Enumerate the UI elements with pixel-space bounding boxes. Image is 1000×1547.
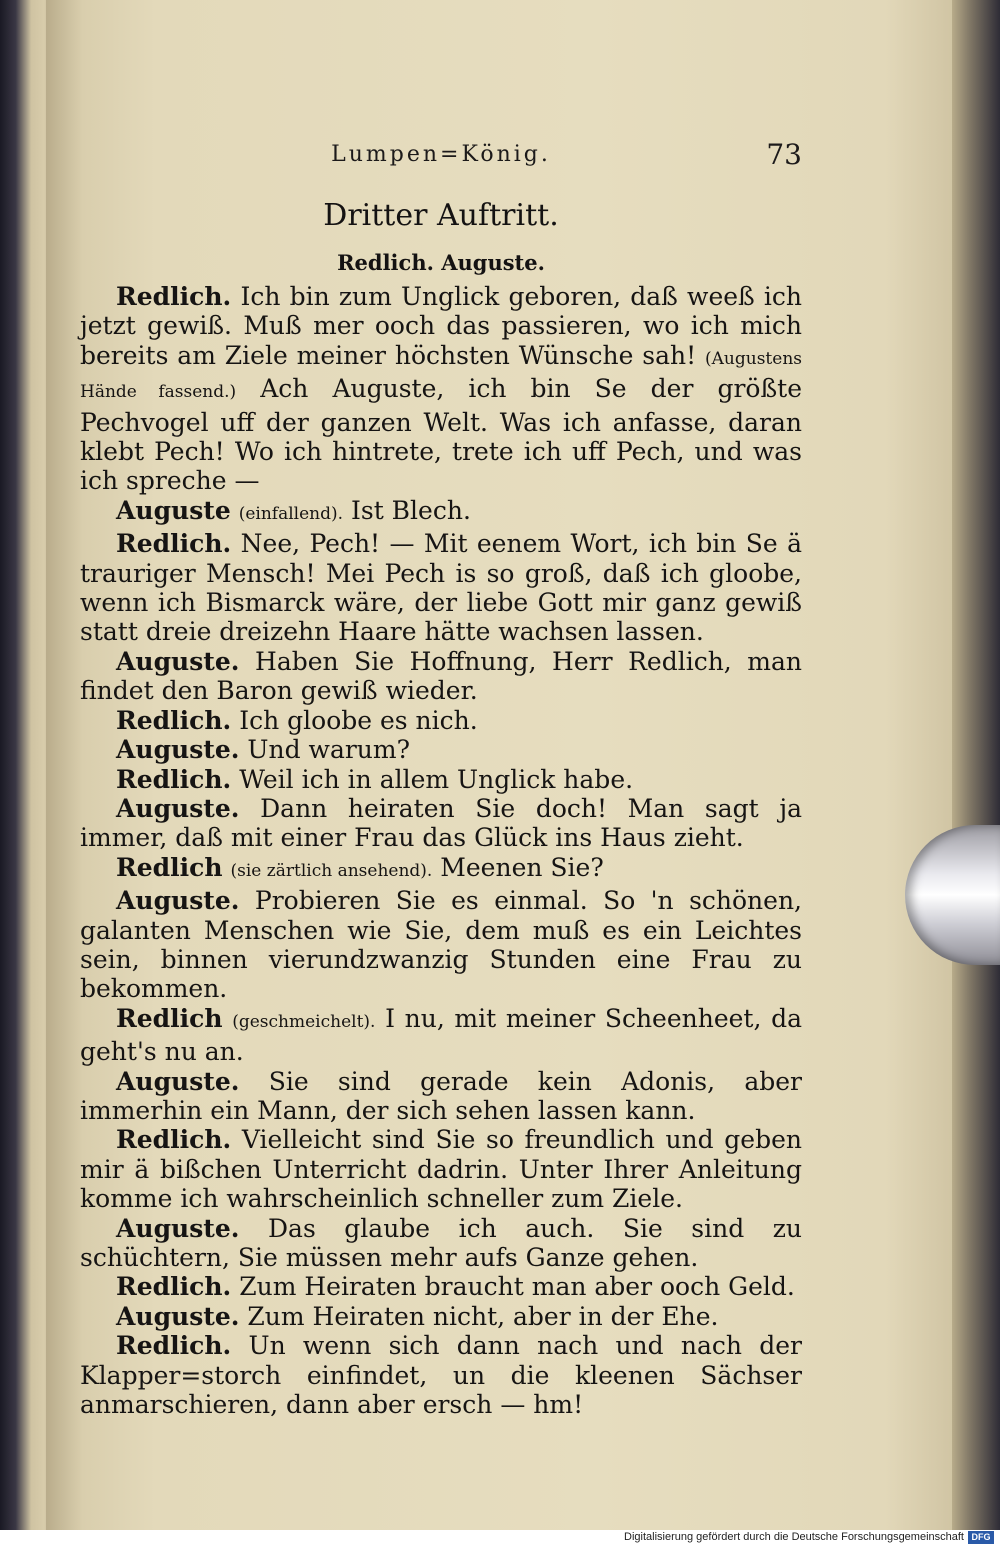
dialogue-paragraph: [80, 1302, 802, 1331]
dialogue-paragraph: [80, 794, 802, 853]
dialogue-paragraph: [80, 282, 802, 496]
dialogue-line: Probieren Sie es einmal. So 'n schönen, galanten Menschen wie Sie, dem muß es ein Leichtes sein, binnen vierundzwanzig Stunden eine Frau zu bekommen.: [80, 886, 802, 1004]
speaker-name: Auguste.: [116, 646, 240, 676]
speaker-name: Redlich: [116, 852, 223, 882]
dialogue-paragraph: [80, 1004, 802, 1067]
dialogue-paragraph: [80, 765, 802, 794]
stage-direction: (Augustens Hände fassend.): [80, 348, 802, 403]
dialogue-line: Sie sind gerade kein Adonis, aber immerhin ein Mann, der sich sehen lassen kann.: [80, 1066, 802, 1125]
dialogue-paragraph: [80, 853, 802, 886]
speaker-name: Redlich: [116, 1003, 223, 1033]
right-page-edge: [952, 0, 1000, 1530]
dialogue-line: Das glaube ich auch. Sie sind zu schüchtern, Sie müssen mehr aufs Ganze gehen.: [80, 1213, 802, 1272]
dialogue-line: Weil ich in allem Unglick habe.: [239, 764, 634, 794]
speaker-name: Auguste.: [116, 1213, 240, 1243]
dialogue-paragraph: [80, 529, 802, 647]
speaker-name: Auguste.: [116, 735, 240, 765]
speaker-name: Auguste.: [116, 1066, 240, 1096]
dialogue-paragraph: [80, 735, 802, 764]
dfg-logo: DFG: [968, 1531, 994, 1544]
dialogue-paragraph: [80, 496, 802, 529]
footer-credit: Digitalisierung gefördert durch die Deutsche Forschungsgemeinschaft: [624, 1531, 964, 1543]
dialogue-line: Ist Blech.: [350, 495, 471, 525]
speaker-name: Auguste.: [116, 886, 240, 916]
page-number: 73: [766, 138, 802, 171]
speaker-name: Auguste.: [116, 793, 240, 823]
left-page-edge: [0, 0, 52, 1530]
dialogue-text: [80, 282, 802, 1419]
speaker-name: Redlich.: [116, 282, 232, 311]
dialogue-line: Zum Heiraten braucht man aber ooch Geld.: [239, 1272, 795, 1302]
speaker-name: Auguste: [116, 495, 231, 525]
speaker-name: Redlich.: [116, 1272, 232, 1302]
dialogue-line: Dann heiraten Sie doch! Man sagt ja immer, daß mit einer Frau das Glück ins Haus zieht.: [80, 793, 803, 853]
dialogue-line: Un wenn sich dann nach und nach der Klapper=storch einfindet, un die kleenen Sächser anmarschieren, dann aber ersch — hm!: [80, 1331, 802, 1420]
dialogue-line: I nu, mit meiner Scheenheet, da geht's nu an.: [80, 1003, 802, 1067]
dialogue-line: Nee, Pech! — Mit eenem Wort, ich bin Se ä trauriger Mensch! Mei Pech is so groß, daß ich gloobe, wenn ich Bismarck wäre, der liebe Gott mir ganz gewiß statt dreie dreizehn Haare hätte wachsen lassen.: [80, 529, 802, 647]
dialogue-line: Vielleicht sind Sie so freundlich und geben mir ä bißchen Unterricht dadrin. Unter Ihrer Anleitung komme ich wahrscheinlich schneller zum Ziele.: [80, 1125, 802, 1214]
dialogue-line: Meenen Sie?: [440, 852, 604, 882]
dialogue-line: Zum Heiraten nicht, aber in der Ehe.: [247, 1301, 719, 1331]
dialogue-line: Ich gloobe es nich.: [239, 705, 478, 735]
dialogue-paragraph: [80, 1272, 802, 1301]
scene-title: Dritter Auftritt.: [323, 198, 559, 233]
dialogue-paragraph: [80, 1125, 802, 1213]
running-title: Lumpen=König.: [331, 142, 551, 167]
page-header: [80, 138, 802, 174]
dialogue-line: Und warum?: [247, 735, 411, 765]
scene-cast: Redlich. Auguste.: [337, 250, 545, 275]
speaker-name: Redlich.: [116, 764, 232, 794]
speaker-name: Redlich.: [116, 1331, 232, 1361]
dialogue-paragraph: [80, 886, 802, 1004]
dialogue-paragraph: [80, 647, 802, 706]
dialogue-line: Ich bin zum Unglick geboren, daß weeß ich jetzt gewiß. Muß mer ooch das passieren, wo ich mich bereits am Ziele meiner höchsten Wünsche sah!: [80, 282, 802, 370]
dialogue-paragraph: [80, 1067, 802, 1126]
dialogue-paragraph: [80, 1214, 802, 1273]
stage-direction: (sie zärtlich ansehend).: [230, 860, 433, 881]
speaker-name: Redlich.: [116, 705, 232, 735]
stage-direction: (geschmeichelt).: [232, 1011, 376, 1032]
speaker-name: Redlich.: [116, 529, 232, 559]
stage-direction: (einfallend).: [238, 503, 344, 524]
speaker-name: Auguste.: [116, 1301, 240, 1331]
dialogue-paragraph: [80, 1331, 802, 1419]
dialogue-line: Ach Auguste, ich bin Se der größte Pechvogel uff der ganzen Welt. Was ich anfasse, daran klebt Pech! Wo ich hintrete, trete ich uff Pech, und was ich spreche —: [80, 374, 802, 496]
speaker-name: Redlich.: [116, 1125, 232, 1155]
dialogue-line: Haben Sie Hoffnung, Herr Redlich, man findet den Baron gewiß wieder.: [80, 646, 802, 706]
dialogue-paragraph: [80, 706, 802, 735]
